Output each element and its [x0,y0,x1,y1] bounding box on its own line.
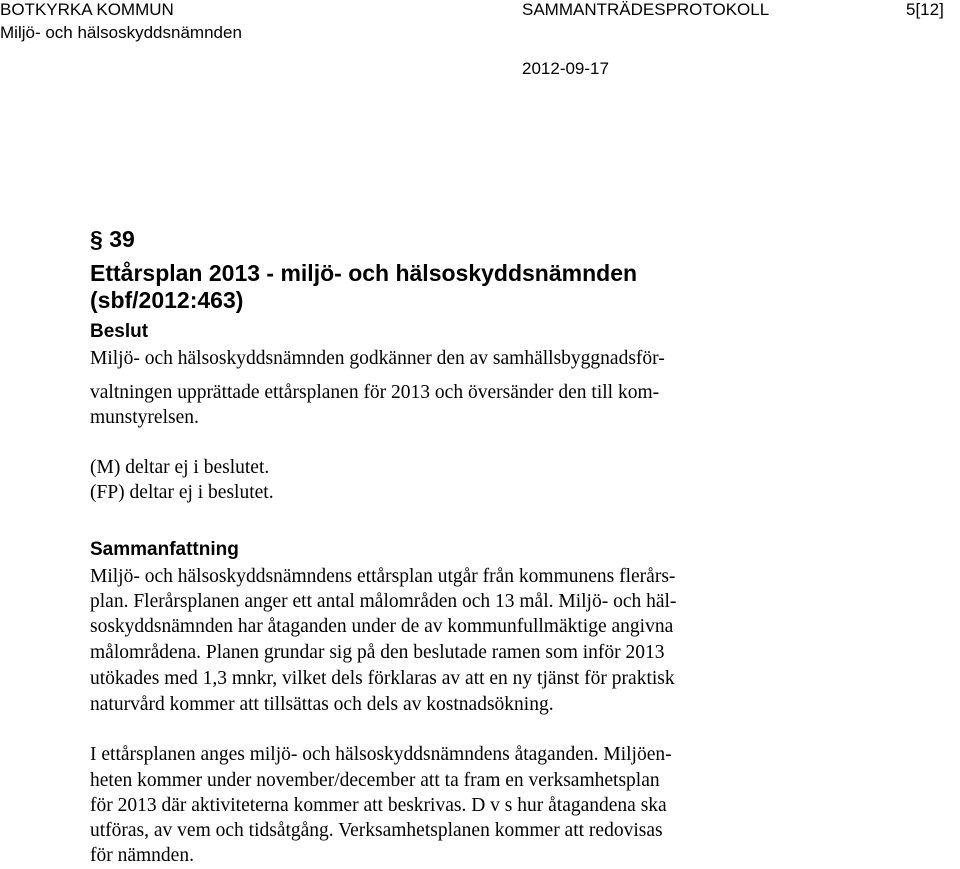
summary-line: I ettårsplanen anges miljö- och hälsoskyddsnämndens åtaganden. Miljöen- [90,744,672,765]
beslut-note: (FP) deltar ej i beslutet. [90,482,274,503]
meeting-date: 2012-09-17 [522,59,609,78]
organization-name: BOTKYRKA KOMMUN [0,0,174,19]
summary-line: utföras, av vem och tidsåtgång. Verksamhetsplanen kommer att redovisas [90,820,663,841]
document-type: SAMMANTRÄDESPROTOKOLL [522,0,770,19]
summary-line: Miljö- och hälsoskyddsnämndens ettårsplan utgår från kommunens flerårs- [90,566,676,587]
beslut-heading: Beslut [90,321,149,342]
summary-line: för 2013 där aktiviteterna kommer att beskrivas. D v s hur åtagandena ska [90,795,667,816]
summary-line: soskyddsnämnden har åtaganden under de av kommunfullmäktige angivna [90,616,674,637]
summary-line: heten kommer under november/december att ta fram en verksamhetsplan [90,770,660,791]
paragraph-number [90,224,135,254]
summary-line: utökades med 1,3 mnkr, vilket dels förklaras av att en ny tjänst för praktisk [90,668,675,689]
beslut-line: munstyrelsen. [90,407,199,428]
summary-line: plan. Flerårsplanen anger ett antal målområden och 13 mål. Miljö- och häl- [90,591,677,612]
committee-name: Miljö- och hälsoskyddsnämnden [0,23,242,42]
beslut-line: valtningen upprättade ettårsplanen för 2013 och översänder den till kom- [90,382,660,403]
agenda-title: Ettårsplan 2013 - miljö- och hälsoskyddsnämnden [90,260,638,286]
case-reference: (sbf/2012:463) [90,287,244,313]
page-number: 5[12] [906,0,944,19]
sammanfattning-heading: Sammanfattning [90,539,239,560]
summary-line: naturvård kommer att tillsättas och dels av kostnadsökning. [90,694,554,715]
summary-line: för nämnden. [90,845,194,866]
section-symbol: § [90,226,103,252]
beslut-line: Miljö- och hälsoskyddsnämnden godkänner den av samhällsbyggnadsför- [90,348,665,369]
summary-line: målområdena. Planen grundar sig på den beslutade ramen som inför 2013 [90,642,665,663]
paragraph-number-value: 39 [109,226,135,252]
beslut-note: (M) deltar ej i beslutet. [90,457,270,478]
